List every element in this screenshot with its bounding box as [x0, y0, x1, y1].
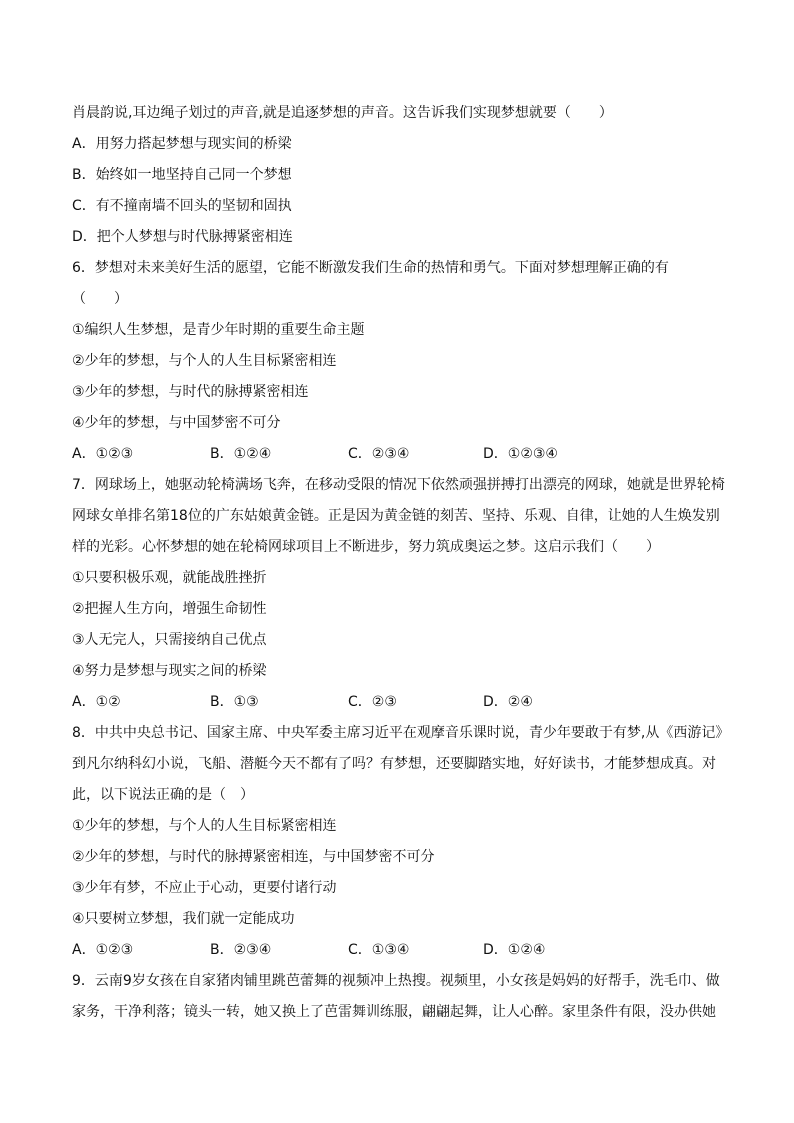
question-7-choices [72, 687, 732, 718]
question-8-stem-line-1: 8．中共中央总书记、国家主席、中央军委主席习近平在观摩音乐课时说，青少年要敢于有梦,从《西游记》 [72, 725, 730, 741]
question-7 [72, 470, 732, 718]
question-7-stem-line-1: 7．网球场上，她驱动轮椅满场飞奔，在移动受限的情况下依然顽强拼搏打出漂亮的网球，她就是世界轮椅 [72, 477, 725, 493]
question-6-choice-b: B．①②④ [210, 446, 272, 462]
question-7-statement-1: ①只要积极乐观，就能战胜挫折 [72, 570, 267, 586]
question-7-statement-3: ③人无完人，只需接纳自己优点 [72, 632, 267, 648]
question-8-statement-3: ③少年有梦，不应止于心动，更要付诸行动 [72, 880, 337, 896]
question-8 [72, 718, 732, 966]
question-6 [72, 253, 732, 470]
question-7-choice-b: B．①③ [210, 694, 259, 710]
question-8-statement-2: ②少年的梦想，与时代的脉搏紧密相连，与中国梦密不可分 [72, 849, 435, 865]
question-5 [72, 98, 732, 253]
question-list [72, 98, 732, 1028]
question-7-stem-line-3: 样的光彩。心怀梦想的她在轮椅网球项目上不断进步，努力筑成奥运之梦。这启示我们（ ） [72, 539, 660, 555]
question-9 [72, 966, 732, 1028]
question-7-choice-c: C．②③ [348, 694, 397, 710]
question-9-stem-line-1: 9．云南9岁女孩在自家猪肉铺里跳芭蕾舞的视频冲上热搜。视频里，小女孩是妈妈的好帮手，洗毛巾、做 [72, 973, 720, 989]
question-7-stem-line-2: 网球女单排名第18位的广东姑娘黄金链。正是因为黄金链的刻苦、坚持、乐观、自律，让她的人生焕发别 [72, 508, 720, 524]
question-5-stem: 肖晨韵说,耳边绳子划过的声音,就是追逐梦想的声音。这告诉我们实现梦想就要（ ） [72, 105, 613, 121]
question-8-stem-line-2: 到凡尔纳科幻小说，飞船、潜艇今天不都有了吗？有梦想，还要脚踏实地，好好读书，才能梦想成真。对 [72, 756, 716, 772]
question-5-option-c: C．有不撞南墙不回头的坚韧和固执 [72, 198, 292, 214]
question-8-choice-a: A．①②③ [72, 942, 134, 958]
question-6-choice-c: C．②③④ [348, 446, 410, 462]
question-6-choice-a: A．①②③ [72, 446, 134, 462]
question-6-statement-4: ④少年的梦想，与中国梦密不可分 [72, 415, 281, 431]
question-6-choice-d: D．①②③④ [483, 446, 558, 462]
question-6-stem-line-1: 6．梦想对未来美好生活的愿望，它能不断激发我们生命的热情和勇气。下面对梦想理解正确的有 [72, 260, 669, 276]
question-7-choice-a: A．①② [72, 694, 121, 710]
question-8-choice-d: D．①②④ [483, 942, 546, 958]
question-7-statement-2: ②把握人生方向，增强生命韧性 [72, 601, 267, 617]
question-5-option-a: A．用努力搭起梦想与现实间的桥梁 [72, 136, 292, 152]
question-6-statement-2: ②少年的梦想，与个人的人生目标紧密相连 [72, 353, 337, 369]
question-9-stem-line-2: 家务，干净利落；镜头一转，她又换上了芭雷舞训练服，翩翩起舞，让人心醉。家里条件有限，没办供她 [72, 1004, 716, 1020]
question-8-choice-b: B．②③④ [210, 942, 272, 958]
question-8-statement-4: ④只要树立梦想，我们就一定能成功 [72, 911, 295, 927]
question-7-statement-4: ④努力是梦想与现实之间的桥梁 [72, 663, 267, 679]
question-5-option-d: D．把个人梦想与时代脉搏紧密相连 [72, 229, 293, 245]
question-8-statement-1: ①少年的梦想，与个人的人生目标紧密相连 [72, 818, 337, 834]
question-6-choices [72, 439, 732, 470]
question-8-choices [72, 935, 732, 966]
question-8-choice-c: C．①③④ [348, 942, 410, 958]
question-8-stem-line-3: 此，以下说法正确的是（ ） [72, 787, 254, 803]
question-6-statement-3: ③少年的梦想，与时代的脉搏紧密相连 [72, 384, 309, 400]
question-7-choice-d: D．②④ [483, 694, 533, 710]
question-5-option-b: B．始终如一地坚持自己同一个梦想 [72, 167, 292, 183]
question-6-statement-1: ①编织人生梦想，是青少年时期的重要生命主题 [72, 322, 365, 338]
question-6-stem-line-2: （ ） [72, 291, 128, 307]
